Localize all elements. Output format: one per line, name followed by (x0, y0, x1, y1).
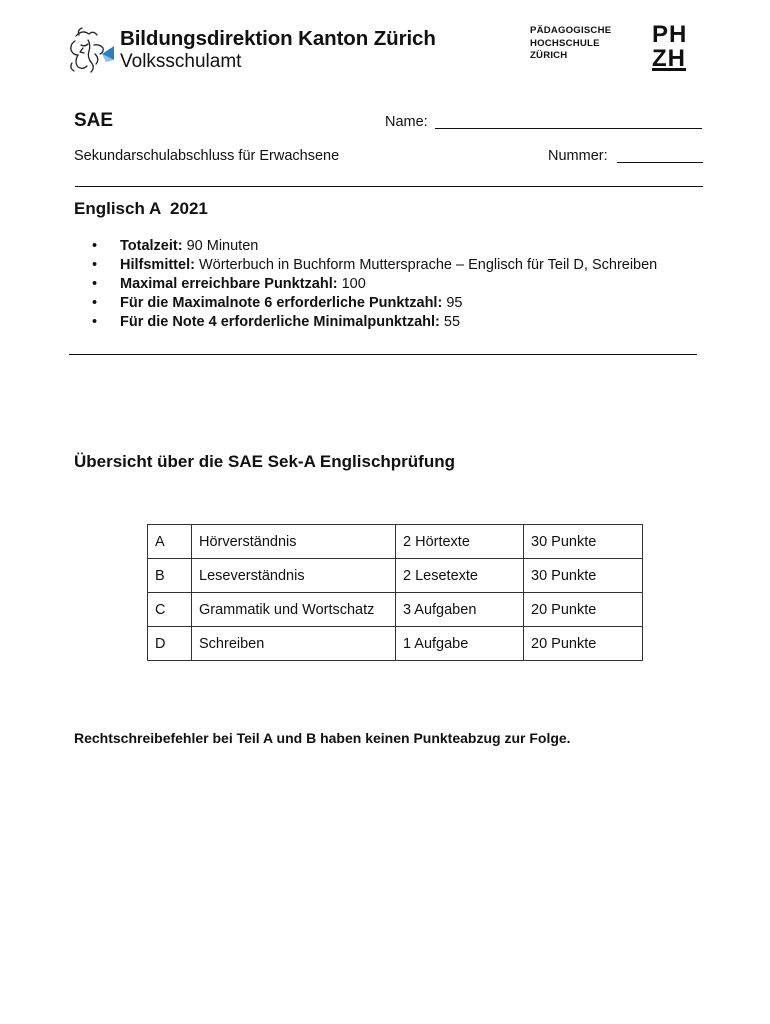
document-code: SAE (74, 110, 114, 131)
table-cell-part: B (148, 559, 192, 593)
zurich-lion-crest-icon (66, 26, 118, 74)
table-cell-points: 20 Punkte (524, 593, 643, 627)
info-label: Maximal erreichbare Punktzahl: (120, 276, 338, 292)
info-value: Wörterbuch in Buchform Muttersprache – Englisch für Teil D, Schreiben (198, 257, 658, 273)
footnote: Rechtschreibefehler bei Teil A und B haben keinen Punkteabzug zur Folge. (74, 730, 571, 746)
organization-title: Bildungsdirektion Kanton Zürich (120, 27, 436, 50)
number-label: Nummer: (548, 148, 608, 164)
divider (69, 354, 697, 355)
info-label: Für die Note 4 erforderliche Minimalpunktzahl: (120, 314, 440, 330)
list-item (92, 237, 657, 256)
name-field-line[interactable] (435, 128, 702, 129)
partner-mark-line: PH (652, 21, 688, 48)
info-label: Hilfsmittel: (120, 257, 195, 273)
table-cell-part: D (148, 627, 192, 661)
info-label: Für die Maximalnote 6 erforderliche Punktzahl: (120, 295, 443, 311)
table-row (148, 627, 643, 661)
exam-info-list (92, 237, 657, 332)
bullet-icon: • (92, 295, 98, 311)
bullet-icon: • (92, 238, 98, 254)
table-cell-section: Leseverständnis (192, 559, 396, 593)
organization-subtitle: Volksschulamt (120, 51, 242, 72)
table-row (148, 593, 643, 627)
exam-title: Englisch A 2021 (74, 199, 208, 218)
number-field-line[interactable] (617, 162, 703, 163)
partner-institution-name (530, 25, 611, 63)
list-item (92, 313, 657, 332)
bullet-icon: • (92, 276, 98, 292)
partner-line: ZÜRICH (530, 50, 568, 61)
list-item (92, 275, 657, 294)
list-item (92, 294, 657, 313)
table-cell-points: 20 Punkte (524, 627, 643, 661)
table-row (148, 525, 643, 559)
overview-table (147, 524, 643, 661)
table-cell-points: 30 Punkte (524, 559, 643, 593)
partner-logo-mark (652, 23, 687, 71)
table-cell-points: 30 Punkte (524, 525, 643, 559)
partner-line: HOCHSCHULE (530, 37, 600, 49)
table-cell-tasks: 3 Aufgaben (396, 593, 524, 627)
table-cell-part: C (148, 593, 192, 627)
table-cell-section: Hörverständnis (192, 525, 396, 559)
table-cell-part: A (148, 525, 192, 559)
table-cell-tasks: 1 Aufgabe (396, 627, 524, 661)
table-cell-tasks: 2 Lesetexte (396, 559, 524, 593)
info-label: Totalzeit: (120, 238, 183, 254)
info-value: 55 (443, 314, 461, 330)
info-value: 95 (446, 295, 463, 311)
list-item (92, 256, 657, 275)
table-row (148, 559, 643, 593)
table-cell-section: Schreiben (192, 627, 396, 661)
divider (75, 186, 703, 187)
partner-mark-line: ZH (652, 45, 686, 72)
document-subtitle: Sekundarschulabschluss für Erwachsene (74, 148, 340, 164)
bullet-icon: • (92, 257, 98, 273)
table-cell-section: Grammatik und Wortschatz (192, 593, 396, 627)
table-cell-tasks: 2 Hörtexte (396, 525, 524, 559)
partner-line: PÄDAGOGISCHE (530, 25, 612, 36)
name-label: Name: (385, 114, 428, 130)
overview-title: Übersicht über die SAE Sek-A Englischprüfung (74, 452, 455, 471)
info-value: 90 Minuten (186, 238, 259, 254)
info-value: 100 (341, 276, 366, 292)
bullet-icon: • (92, 314, 98, 330)
